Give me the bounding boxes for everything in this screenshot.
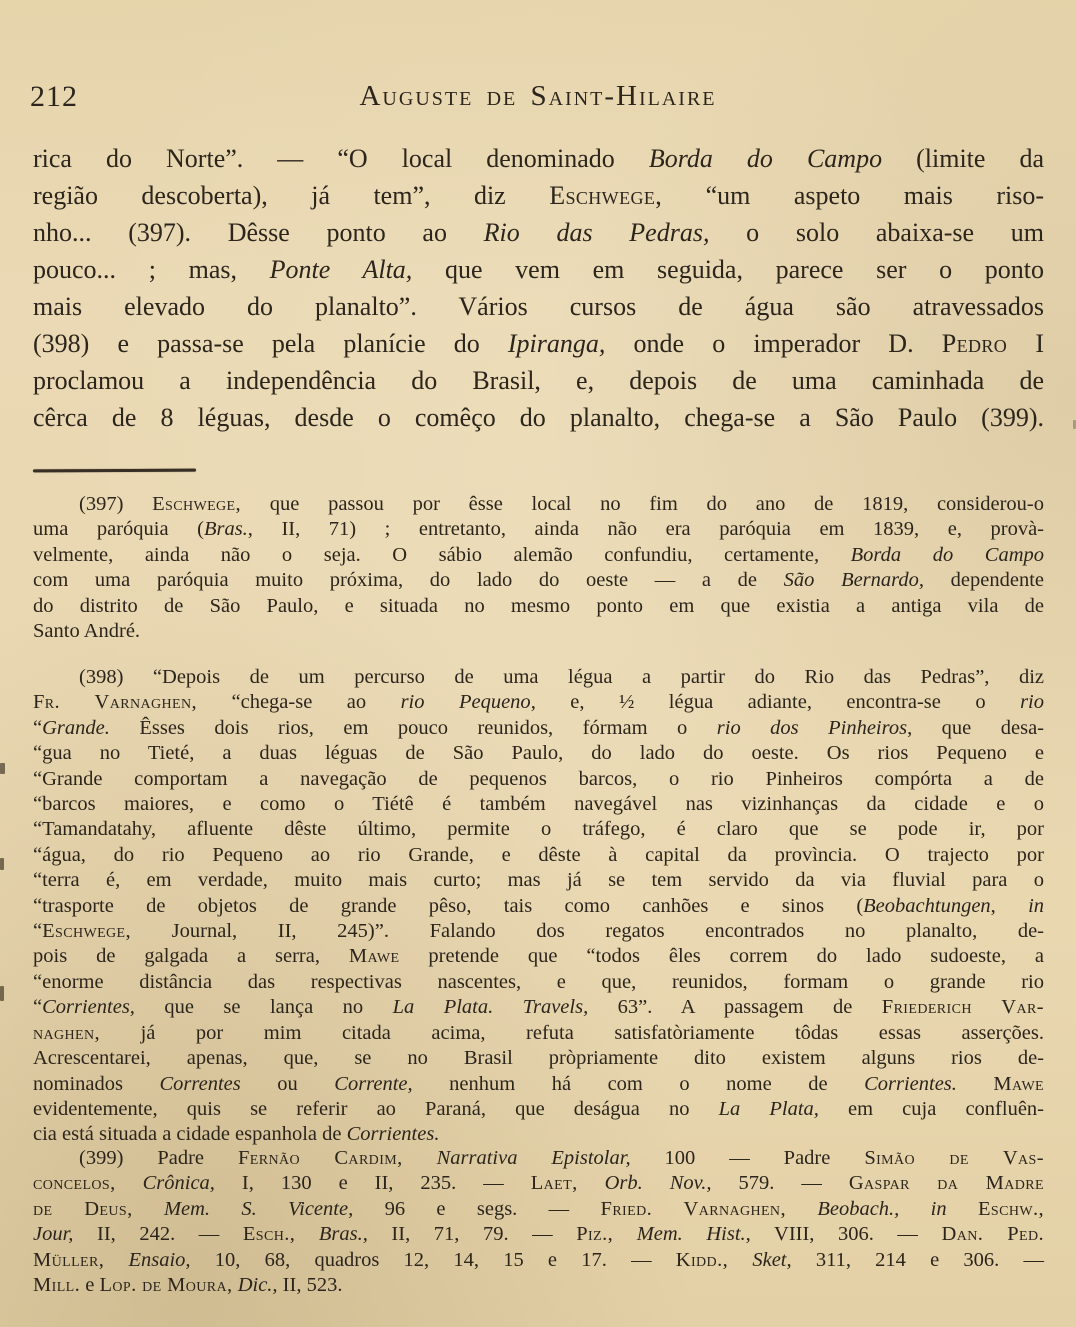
plain-text: (limite da [882,144,1045,173]
italic-text: rio dos Pinheiros [716,716,908,739]
text-line [33,944,1044,969]
plain-text: proclamou a independência do Brasil, e, depois de uma caminhada de [33,366,1044,395]
plain-text: Acrescentarei, apenas, que, se no Brasil pròpriamente dito existem alguns rios de- [33,1047,1044,1070]
plain-text: II, 523. [277,1274,343,1297]
small-caps-name: Piz., [576,1223,614,1246]
plain-text: mais elevado do planalto”. Vários cursos de água são atravessados [33,292,1044,321]
plain-text: ou [240,1072,335,1095]
footnote-398 [33,665,1044,1148]
plain-text: “ [33,996,43,1019]
plain-text: I, 130 e II, 235. — [214,1172,531,1195]
text-line [33,716,1044,741]
italic-text: rio [1020,691,1044,714]
plain-text: “Tamandatahy, afluente dêste último, permite o tráfego, é claro que se pode ir, por [33,818,1044,841]
plain-text [728,1249,752,1271]
plain-text: que se lança no [134,996,393,1019]
text-line [33,1248,1044,1273]
scan-edge-artifact [0,986,4,1001]
plain-text: nominados [33,1072,160,1095]
small-caps-name: Simão de Vas- [864,1147,1044,1169]
text-line [33,177,1044,214]
small-caps-name: concelos, [33,1172,116,1195]
small-caps-name: Esch., [242,1223,296,1246]
plain-text [295,1223,319,1245]
plain-text: 311, 214 e 306. — [791,1248,1045,1271]
plain-text: “água, do rio Pequeno ao rio Grande, e dêste à capital da provìncia. O trajecto por [33,843,1044,866]
italic-text: Ponte Alta, [269,255,413,284]
text-line [33,251,1044,288]
plain-text [116,1172,143,1194]
plain-text: “enorme distância das respectivas nascentes, e que, reunidos, formam o grande rio [33,970,1044,993]
plain-text: “trasporte de objetos de grande pêso, tais como canhões e sinos ( [33,894,864,917]
italic-text: Ipiranga, [507,329,606,358]
small-caps-name: Eschwege, [152,493,242,515]
text-line [33,399,1044,436]
italic-text: Ensaio, [128,1248,191,1271]
text-line [33,792,1044,817]
text-line [33,214,1044,251]
italic-text: Jour, [33,1223,74,1246]
plain-text: , e, ½ légua adiante, encontra-se o [530,691,1021,714]
italic-text: Bras. [203,518,248,541]
plain-text: e [80,1274,100,1297]
plain-text: em cuja confluên- [818,1097,1044,1120]
text-line [33,619,1044,644]
plain-text: “chega-se ao [197,691,401,714]
plain-text [578,1172,605,1194]
plain-text [403,1147,437,1169]
plain-text: nenhum há com o nome de [412,1072,865,1095]
plain-text: pretende que “todos êles correm do lado sudoeste, a [399,945,1044,968]
main-text-paragraph [33,140,1044,436]
text-line [33,665,1044,690]
plain-text: (397) [79,493,153,515]
italic-text: Mem. Hist., [636,1223,751,1246]
italic-text: Crônica, [142,1172,215,1195]
text-line [33,843,1044,868]
italic-text: Corrientes. [346,1123,440,1146]
plain-text: (399) Padre [79,1147,238,1169]
plain-text: II, 242. — [73,1223,243,1246]
small-caps-name: Mill. [33,1274,81,1297]
italic-text: São Bernardo, [783,569,925,592]
plain-text: já por mim citada acima, refuta satisfatòriamente tôdas essas asserções. [100,1021,1044,1044]
plain-text: cêrca de 8 léguas, desde o comêço do planalto, chega-se a São Paulo (399). [33,403,1044,432]
plain-text: II, 71, 79. — [367,1223,577,1246]
italic-text: Beobachtungen [863,894,991,917]
small-caps-name: Dan. Ped. [941,1223,1045,1246]
italic-text: in [930,1197,947,1220]
text-line [33,690,1044,715]
small-caps-name: Friederich Var- [881,996,1044,1019]
text-line [33,1222,1044,1247]
plain-text: velmente, ainda não o seja. O sábio alemão confundiu, certamente, [33,543,851,566]
text-line [33,995,1044,1020]
italic-text: Bras., [318,1223,368,1246]
text-line [33,868,1044,893]
plain-text: pois de galgada a serra, [33,945,349,968]
plain-text: 63”. A passagem de [588,996,882,1019]
footnote-399 [33,1146,1044,1298]
plain-text: nho... (397). Dêsse ponto ao [33,218,484,247]
small-caps-name: Fernão Cardim, [237,1147,403,1169]
italic-text: Sket, [752,1248,792,1271]
italic-text: Borda do Campo [648,144,883,173]
small-caps-name: Laet, [530,1172,578,1195]
text-line [33,741,1044,766]
plain-text: uma paróquia ( [33,518,204,541]
italic-text: Borda do Campo [850,543,1044,566]
text-line [33,543,1044,568]
text-line [33,1273,1044,1298]
plain-text [613,1223,637,1245]
italic-text: La Plata, [718,1097,819,1120]
scan-edge-artifact [0,763,5,774]
text-line [33,1097,1044,1122]
plain-text [786,1198,817,1220]
small-caps-name: Gaspar da Madre [848,1172,1044,1195]
plain-text [957,1073,994,1095]
plain-text: (398) e passa-se pela planície do [33,329,508,358]
text-line [33,1046,1044,1071]
small-caps-name: Eschw., [977,1197,1045,1220]
small-caps-name: de Deus, [33,1197,133,1220]
text-line [33,517,1044,542]
italic-text: Corrientes. [864,1072,957,1095]
plain-text: “ [33,920,43,943]
small-caps-name: Kidd., [675,1248,729,1271]
small-caps-name: Lop. de Moura, [99,1274,233,1297]
small-caps-name: naghen, [33,1021,101,1044]
plain-text: dependente [924,569,1044,592]
plain-text: I [1007,329,1044,358]
page-number: 212 [30,80,78,113]
italic-text: Grande. [42,716,110,739]
italic-text: Dic., [237,1274,278,1297]
small-caps-name: Mawe [348,945,400,968]
plain-text: “um aspeto mais riso- [662,181,1044,210]
plain-text: Êsses dois rios, em pouco reunidos, fórmam o [109,716,717,739]
text-line [33,1072,1044,1097]
plain-text [947,1198,978,1220]
running-title: Auguste de Saint-Hilaire [359,80,717,112]
small-caps-name: Eschwege, [549,181,663,210]
italic-text: Narrativa Epistolar, [436,1147,631,1169]
text-line [33,568,1044,593]
small-caps-name: Mawe [993,1072,1045,1095]
plain-text: que vem em seguida, parece ser o ponto [412,255,1044,284]
italic-text: La Plata. Travels, [392,996,589,1019]
plain-text: evidentemente, quis se referir ao Paraná, que deságua no [33,1097,719,1120]
text-line [33,767,1044,792]
plain-text: com uma paróquia muito próxima, do lado do oeste — a de [33,569,784,592]
italic-text: in [1028,894,1045,917]
plain-text: “ [33,716,43,739]
text-line [33,492,1044,517]
scan-edge-artifact [0,858,4,870]
small-caps-name: Pedro [941,329,1008,358]
plain-text [899,1198,930,1220]
text-line [33,817,1044,842]
plain-text: que passou por êsse local no fim do ano de 1819, considerou-o [241,493,1044,515]
italic-text: Corrente, [334,1072,413,1095]
italic-text: Correntes [159,1072,241,1095]
plain-text: Santo André. [33,620,141,643]
text-line [33,325,1044,362]
text-line [33,1122,1044,1147]
italic-text: Rio das Pedras, [483,218,710,247]
plain-text: região descoberta), já tem”, diz [33,181,550,210]
footnote-separator-rule [33,469,196,473]
plain-text: o solo abaixa-se um [709,218,1044,247]
text-line [33,362,1044,399]
plain-text: 96 e segs. — [353,1197,601,1220]
text-line [33,970,1044,995]
italic-text: Beobach., [817,1197,900,1220]
text-line [33,288,1044,325]
small-caps-name: Eschwege, [42,920,132,943]
plain-text: rica do Norte”. — “O local denominado [33,144,649,173]
small-caps-name: Fr. Varnaghen, [33,691,198,714]
text-line [33,894,1044,919]
footnote-397 [33,492,1044,644]
text-line [33,1021,1044,1046]
plain-text: cia está situada a cidade espanhola de [33,1123,347,1146]
plain-text: “terra é, em verdade, muito mais curto; mas já se tem servido da via fluvial para o [33,869,1044,892]
plain-text: “Grande comportam a navegação de pequenos barcos, o rio Pinheiros compórta a de [33,767,1044,790]
plain-text: pouco... ; mas, [33,255,270,284]
page-header [0,80,1076,120]
plain-text: 579. — [711,1172,849,1195]
plain-text: onde o imperador D. [605,329,942,358]
plain-text [133,1198,164,1220]
text-line [33,594,1044,619]
italic-text: Corrientes, [42,996,135,1019]
plain-text: , II, 71) ; entretanto, ainda não era paróquia em 1839, e, provà- [247,518,1044,541]
plain-text [104,1249,128,1271]
plain-text: (398) “Depois de um percurso de uma légua a partir do Rio das Pedras”, diz [79,666,1044,688]
plain-text: Journal, II, 245)”. Falando dos regatos encontrados no planalto, de- [131,920,1044,943]
plain-text: 10, 68, quadros 12, 14, 15 e 17. — [190,1248,676,1271]
text-line [33,140,1044,177]
plain-text: “barcos maiores, e como o Tiétê é também navegável nas vizinhanças da cidade e o [33,793,1044,816]
italic-text: Mem. S. Vicente, [163,1197,354,1220]
small-caps-name: Fried. Varnaghen, [600,1197,786,1220]
plain-text: 100 — Padre [630,1147,865,1169]
text-line [33,1146,1044,1171]
italic-text: rio Pequeno [400,691,531,714]
plain-text: do distrito de São Paulo, e situada no mesmo ponto em que existia a antiga vila de [33,594,1044,617]
text-line [33,1171,1044,1196]
plain-text: VIII, 306. — [750,1223,942,1246]
text-line [33,919,1044,944]
plain-text: , [990,894,1029,917]
italic-text: Orb. Nov., [604,1172,712,1195]
plain-text: , que desa- [907,716,1045,739]
text-line [33,1197,1044,1222]
plain-text: “gua no Tieté, a duas léguas de São Paulo, do lado do oeste. Os rios Pequeno e [33,742,1044,765]
small-caps-name: Müller, [33,1248,105,1271]
